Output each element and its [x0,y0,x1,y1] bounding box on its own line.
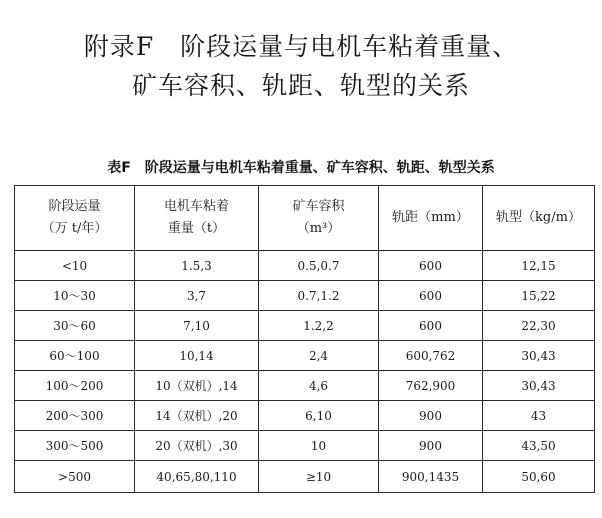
cell-car-volume: 6,10 [259,401,379,431]
cell-stage-volume: 100～200 [15,371,135,401]
appendix-title-line-1: 附录F 阶段运量与电机车粘着重量、 [83,32,519,61]
table-row [15,371,595,401]
cell-stage-volume: 200～300 [15,401,135,431]
cell-gauge: 900,1435 [379,461,483,493]
table-row [15,281,595,311]
cell-gauge: 600 [379,251,483,281]
table-row [15,341,595,371]
header-unit: （万 t/年） [41,221,108,236]
header-gauge [379,186,483,251]
cell-locomotive-weight: 20（双机）,30 [135,431,259,461]
cell-stage-volume: 60～100 [15,341,135,371]
header-label: 阶段运量 [48,199,101,214]
header-unit: 重量（t） [167,221,226,236]
appendix-title-line-2: 矿车容积、轨距、轨型的关系 [131,71,470,100]
cell-car-volume: ≥10 [259,461,379,493]
cell-locomotive-weight: 14（双机）,20 [135,401,259,431]
cell-rail-type: 43 [483,401,595,431]
header-locomotive-weight [135,186,259,251]
header-unit: （m³） [296,221,341,236]
cell-stage-volume: >500 [15,461,135,493]
cell-stage-volume: 10～30 [15,281,135,311]
cell-car-volume: 0.5,0.7 [259,251,379,281]
cell-gauge: 900 [379,401,483,431]
table-caption: 表F 阶段运量与电机车粘着重量、矿车容积、轨距、轨型关系 [107,160,495,176]
cell-rail-type: 50,60 [483,461,595,493]
cell-car-volume: 10 [259,431,379,461]
table-row [15,311,595,341]
header-car-volume [259,186,379,251]
header-label: 轨型（kg/m） [496,210,581,225]
table-header-row [15,186,595,251]
header-label: 轨距（mm） [392,210,469,225]
cell-gauge: 762,900 [379,371,483,401]
cell-gauge: 600 [379,311,483,341]
cell-stage-volume: <10 [15,251,135,281]
table-row [15,251,595,281]
table-row [15,461,595,493]
cell-rail-type: 43,50 [483,431,595,461]
table-row [15,431,595,461]
cell-gauge: 600,762 [379,341,483,371]
cell-car-volume: 1.2,2 [259,311,379,341]
cell-rail-type: 15,22 [483,281,595,311]
cell-stage-volume: 300～500 [15,431,135,461]
cell-gauge: 600 [379,281,483,311]
cell-rail-type: 30,43 [483,371,595,401]
table-row [15,401,595,431]
cell-car-volume: 0.7,1.2 [259,281,379,311]
header-label: 电机车粘着 [163,199,229,214]
cell-gauge: 900 [379,431,483,461]
cell-locomotive-weight: 3,7 [135,281,259,311]
cell-locomotive-weight: 40,65,80,110 [135,461,259,493]
cell-locomotive-weight: 1.5,3 [135,251,259,281]
cell-locomotive-weight: 10（双机）,14 [135,371,259,401]
cell-car-volume: 4,6 [259,371,379,401]
header-label: 矿车容积 [292,199,345,214]
cell-stage-volume: 30～60 [15,311,135,341]
cell-rail-type: 12,15 [483,251,595,281]
cell-car-volume: 2,4 [259,341,379,371]
cell-rail-type: 30,43 [483,341,595,371]
cell-locomotive-weight: 7,10 [135,311,259,341]
cell-locomotive-weight: 10,14 [135,341,259,371]
header-rail-type [483,186,595,251]
cell-rail-type: 22,30 [483,311,595,341]
header-stage-volume [15,186,135,251]
data-table [14,185,595,493]
